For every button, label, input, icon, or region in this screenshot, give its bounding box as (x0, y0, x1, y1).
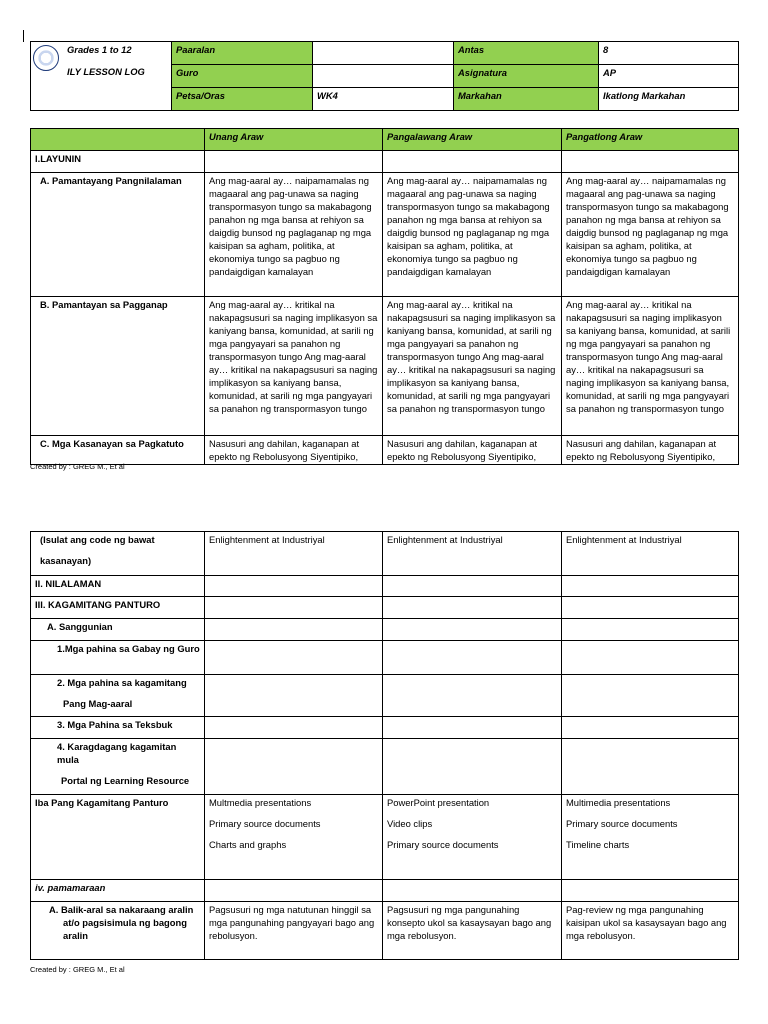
code-day1: Enlightenment at Industriyal (205, 532, 383, 576)
iba-label: Iba Pang Kagamitang Panturo (31, 795, 205, 880)
pamamaraan-heading: iv. pamamaraan (31, 880, 205, 902)
empty-cell (562, 619, 739, 641)
row-c-day1: Nasusuri ang dahilan, kaganapan at epekto ng Rebolusyong Siyentipiko, (205, 436, 383, 465)
iba-day3-item: Multimedia presentations (566, 797, 671, 808)
iba-day3-item: Primary source documents (566, 818, 678, 829)
text-cursor (23, 30, 24, 42)
kagamitang-line1: 2. Mga pahina sa kagamitang (57, 677, 187, 688)
layunin-heading: I.LAYUNIN (31, 151, 205, 173)
code-day3: Enlightenment at Industriyal (562, 532, 739, 576)
empty-cell (383, 576, 562, 597)
empty-cell (383, 619, 562, 641)
balik-aral-line2: at/o pagsisimula ng bagong aralin (63, 917, 187, 941)
empty-cell (383, 675, 562, 717)
footer-credit-1: Created by : GREG M., Et al (30, 462, 125, 471)
karagdagang-line1: 4. Karagdagang kagamitan mula (57, 741, 177, 765)
empty-cell (562, 675, 739, 717)
iba-day2-item: Primary source documents (387, 839, 499, 850)
spacer (40, 546, 200, 554)
code-label (31, 532, 205, 576)
empty-cell (562, 151, 739, 173)
empty-cell (205, 597, 383, 619)
empty-cell (383, 880, 562, 902)
asignatura-label: Asignatura (454, 65, 599, 88)
row-b-label: B. Pamantayan sa Pagganap (31, 297, 205, 436)
sanggunian-heading: A. Sanggunian (31, 619, 205, 641)
lesson-table-1 (30, 128, 739, 465)
row-b-day1: Ang mag-aaral ay… kritikal na nakapagsusuri sa naging implikasyon sa kaniyang bansa, komunidad, at sarili ng mga pangyayari sa panahon ng transpormasyon tungo Ang mag-aaral ay… kritikal na nakapagsusuri sa naging implikasyon sa kaniyang bansa, komunidad, at sarili ng mga pangyayari sa panahon ng transpormasyon tungo (205, 297, 383, 436)
row-a-label: A. Pamantayang Pangnilalaman (31, 173, 205, 297)
lesson-table-2 (30, 531, 739, 960)
paaralan-label: Paaralan (172, 42, 313, 65)
row-b-day3: Ang mag-aaral ay… kritikal na nakapagsusuri sa naging implikasyon sa kaniyang bansa, komunidad, at sarili ng mga pangyayari sa panahon ng transpormasyon tungo Ang mag-aaral ay… kritikal na nakapagsusuri sa naging implikasyon sa kaniyang bansa, komunidad, at sarili ng mga pangyayari sa panahon ng transpormasyon tungo (562, 297, 739, 436)
spacer (57, 689, 200, 697)
row-c-day2: Nasusuri ang dahilan, kaganapan at epekto ng Rebolusyong Siyentipiko, (383, 436, 562, 465)
iba-day1-item: Primary source documents (209, 818, 321, 829)
kagamitan-heading: III. KAGAMITANG PANTURO (31, 597, 205, 619)
iba-day1-item: Charts and graphs (209, 839, 287, 850)
balik-aral-day2: Pagsusuri ng mga pangunahing konsepto ukol sa kasaysayan bago ang mga rebolusyon. (383, 902, 562, 960)
empty-cell (205, 717, 383, 739)
empty-cell (205, 641, 383, 675)
iba-day1 (205, 795, 383, 880)
spacer (387, 830, 557, 838)
row-c-day3: Nasusuri ang dahilan, kaganapan at epekto ng Rebolusyong Siyentipiko, (562, 436, 739, 465)
balik-aral-label (31, 902, 205, 960)
empty-cell (383, 151, 562, 173)
spacer (566, 830, 734, 838)
empty-cell (562, 739, 739, 795)
table1-corner (31, 129, 205, 151)
code-label-line1: (Isulat ang code ng bawat (40, 534, 155, 545)
empty-cell (205, 576, 383, 597)
deped-seal-icon (33, 45, 59, 71)
empty-cell (205, 675, 383, 717)
antas-label: Antas (454, 42, 599, 65)
spacer (209, 809, 378, 817)
row-a-day3: Ang mag-aaral ay… naipamamalas ng magaaral ang pag-unawa sa naging transpormasyon tungo sa makabagong panahon ng mga bansa at rehiyon sa daigdig bunsod ng paglaganap ng mga kaisipan sa agham, politika, at ekonomiya tungo sa pagbuo ng pandaigdigan kamalayan (562, 173, 739, 297)
paaralan-value (313, 42, 454, 65)
antas-value: 8 (599, 42, 739, 65)
balik-aral-line1: A. Balik-aral sa nakaraang aralin (49, 904, 194, 915)
empty-cell (562, 641, 739, 675)
gabay-label: 1.Mga pahina sa Gabay ng Guro (31, 641, 205, 675)
row-a-day1: Ang mag-aaral ay… naipamamalas ng magaaral ang pag-unawa sa naging transpormasyon tungo sa makabagong panahon ng mga bansa at rehiyon sa daigdig bunsod ng paglaganap ng mga kaisipan sa agham, politika, at ekonomiya tungo sa pagbuo ng pandaigdigan kamalayan (205, 173, 383, 297)
balik-aral-day3: Pag-review ng mga pangunahing kaisipan ukol sa kasaysayan bago ang mga rebolusyon. (562, 902, 739, 960)
spacer (566, 809, 734, 817)
petsa-value: WK4 (313, 88, 454, 111)
col-header-day3: Pangatlong Araw (562, 129, 739, 151)
kagamitang-label (31, 675, 205, 717)
iba-day1-item: Multmedia presentations (209, 797, 312, 808)
petsa-label: Petsa/Oras (172, 88, 313, 111)
karagdagang-label (31, 739, 205, 795)
asignatura-value: AP (599, 65, 739, 88)
empty-cell (205, 880, 383, 902)
row-c-label: C. Mga Kasanayan sa Pagkatuto (31, 436, 205, 465)
code-label-line2: kasanayan) (40, 555, 92, 566)
dll-label: ILY LESSON LOG (67, 66, 145, 77)
spacer (209, 830, 378, 838)
empty-cell (383, 717, 562, 739)
header-table (30, 41, 739, 111)
karagdagang-line2: Portal ng Learning Resource (61, 775, 190, 786)
col-header-day1: Unang Araw (205, 129, 383, 151)
iba-day2 (383, 795, 562, 880)
grades-label: Grades 1 to 12 (67, 44, 132, 55)
kagamitang-line2: Pang Mag-aaral (63, 698, 133, 709)
col-header-day2: Pangalawang Araw (383, 129, 562, 151)
empty-cell (562, 880, 739, 902)
markahan-value: Ikatlong Markahan (599, 88, 739, 111)
iba-day3-item: Timeline charts (566, 839, 630, 850)
row-a-day2: Ang mag-aaral ay… naipamamalas ng magaaral ang pag-unawa sa naging transpormasyon tungo sa makabagong panahon ng mga bansa at rehiyon sa daigdig bunsod ng paglaganap ng mga kaisipan sa agham, politika, at ekonomiya tungo sa pagbuo ng pandaigdigan kamalayan (383, 173, 562, 297)
iba-day2-item: PowerPoint presentation (387, 797, 490, 808)
logo-cell (31, 42, 172, 111)
empty-cell (562, 576, 739, 597)
guro-value (313, 65, 454, 88)
empty-cell (205, 151, 383, 173)
nilalaman-heading: II. NILALAMAN (31, 576, 205, 597)
row-b-day2: Ang mag-aaral ay… kritikal na nakapagsusuri sa naging implikasyon sa kaniyang bansa, komunidad, at sarili ng mga pangyayari sa panahon ng transpormasyon tungo Ang mag-aaral ay… kritikal na nakapagsusuri sa naging implikasyon sa kaniyang bansa, komunidad, at sarili ng mga pangyayari sa panahon ng transpormasyon tungo (383, 297, 562, 436)
iba-day2-item: Video clips (387, 818, 433, 829)
empty-cell (562, 717, 739, 739)
code-day2: Enlightenment at Industriyal (383, 532, 562, 576)
empty-cell (205, 739, 383, 795)
spacer (387, 809, 557, 817)
teksbuk-label: 3. Mga Pahina sa Teksbuk (31, 717, 205, 739)
balik-aral-day1: Pagsusuri ng mga natutunan hinggil sa mga pangunahing pangyayari bago ang rebolusyon. (205, 902, 383, 960)
markahan-label: Markahan (454, 88, 599, 111)
empty-cell (383, 641, 562, 675)
iba-day3 (562, 795, 739, 880)
empty-cell (383, 739, 562, 795)
empty-cell (205, 619, 383, 641)
footer-credit-2: Created by : GREG M., Et al (30, 965, 125, 974)
empty-cell (383, 597, 562, 619)
spacer (35, 766, 200, 774)
empty-cell (562, 597, 739, 619)
guro-label: Guro (172, 65, 313, 88)
